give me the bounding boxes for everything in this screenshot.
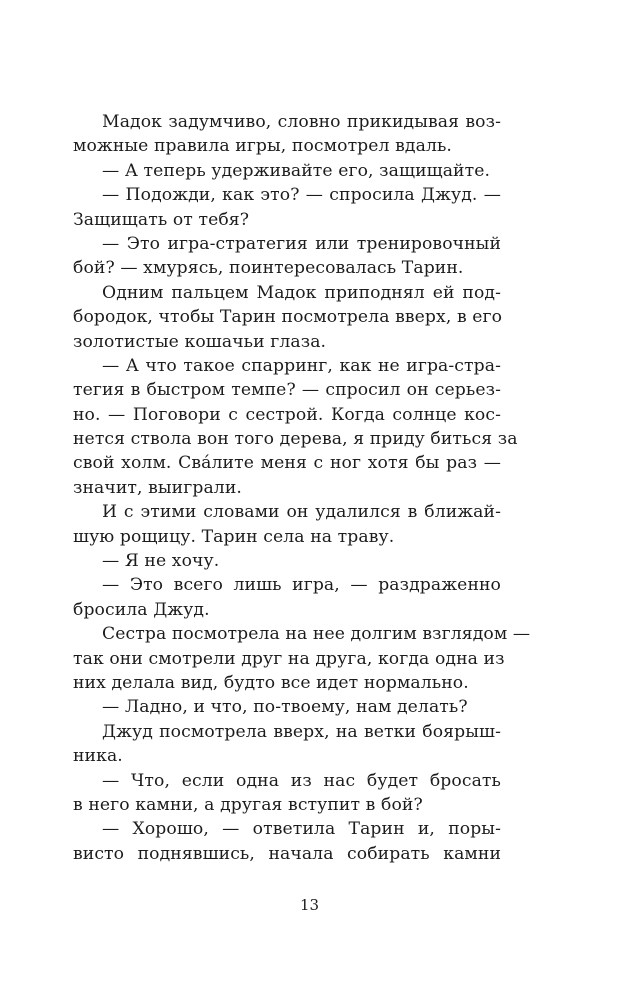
text-line: можные правила игры, посмотрел вдаль. (73, 136, 452, 157)
text-line: ника. (73, 746, 123, 767)
body-text (73, 110, 531, 866)
text-line: так они смотрели друг на друга, когда одна из (73, 648, 505, 669)
text-line: — Хорошо, — ответила Тарин и, поры- (102, 819, 501, 840)
text-line: Джуд посмотрела вверх, на ветки боярыш- (102, 721, 501, 742)
text-line: значит, выиграли. (73, 477, 242, 498)
text-line: них делала вид, будто все идет нормально. (73, 672, 469, 693)
text-line: Одним пальцем Мадок приподнял ей под- (102, 282, 501, 303)
text-line: бородок, чтобы Тарин посмотрела вверх, в его (73, 307, 503, 328)
text-line: тегия в быстром темпе? — спросил он серьез- (73, 380, 501, 401)
text-line: — Это игра-стратегия или тренировочный (102, 233, 501, 254)
text-line: — Я не хочу. (102, 551, 220, 572)
text-line: шую рощицу. Тарин села на траву. (73, 526, 395, 547)
text-line: но. — Поговори с сестрой. Когда солнце кос- (73, 404, 501, 425)
text-line: — А что такое спарринг, как не игра-стра- (102, 355, 501, 376)
text-line: бой? — хмурясь, поинтересовалась Тарин. (73, 258, 464, 279)
page-number: 13 (299, 896, 320, 914)
text-line: — Что, если одна из нас будет бросать (102, 770, 501, 791)
text-line: Сестра посмотрела на нее долгим взглядом — (102, 624, 531, 645)
text-line: бросила Джуд. (73, 599, 210, 620)
text-line: И с этими словами он удалился в ближай- (102, 502, 501, 523)
text-line: в него камни, а другая вступит в бой? (73, 794, 423, 815)
text-line: Мадок задумчиво, словно прикидывая воз- (102, 112, 501, 132)
text-line: — Ладно, и что, по-твоему, нам делать? (102, 697, 468, 718)
text-line: — Подожди, как это? — спросила Джуд. — (102, 185, 501, 206)
text-line: золотистые кошачьи глаза. (73, 331, 327, 352)
text-line: висто поднявшись, начала собирать камни (73, 843, 501, 864)
text-line: — А теперь удерживайте его, защищайте. (102, 160, 491, 181)
text-line: Защищать от тебя? (73, 209, 250, 230)
text-line: свой холм. Сва́лите меня с ног хотя бы раз — (73, 453, 501, 474)
text-line: — Это всего лишь игра, — раздраженно (102, 575, 501, 596)
text-line: нется ствола вон того дерева, я приду биться за (73, 429, 518, 450)
